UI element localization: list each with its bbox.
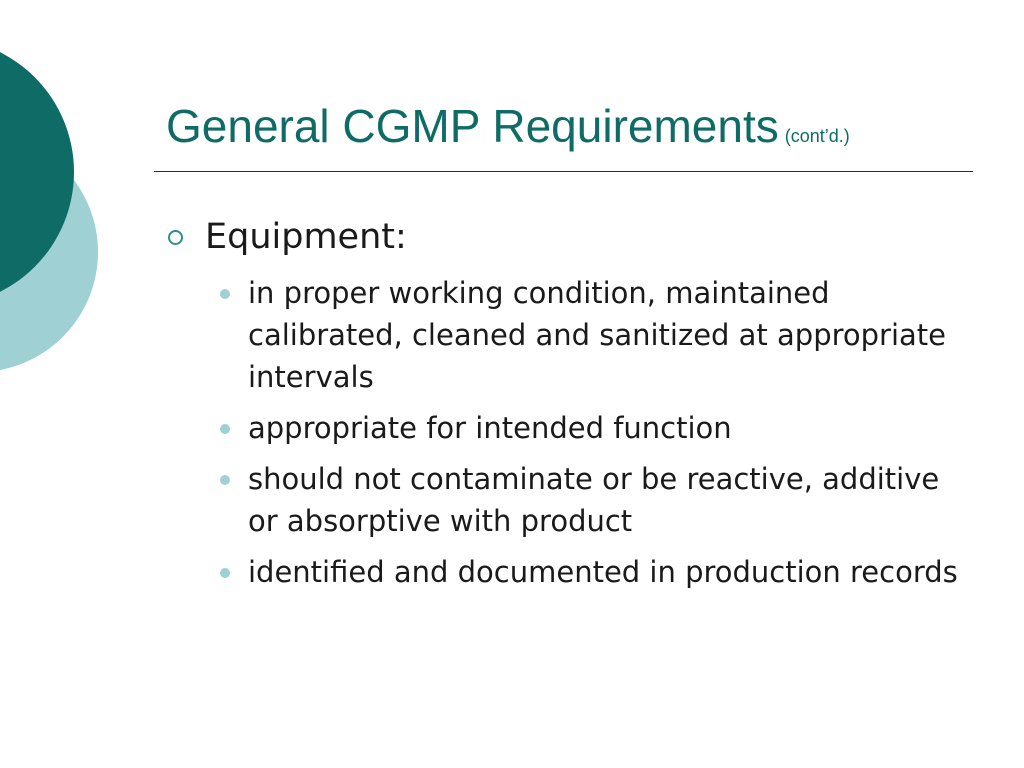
- list-item-text: appropriate for intended function: [248, 411, 732, 445]
- title-text: General CGMP Requirements: [166, 100, 779, 152]
- list-item-text: in proper working condition, maintained calibrated, cleaned and sanitized at appropriate intervals: [248, 276, 947, 394]
- dot-bullet-icon: [220, 289, 230, 299]
- dot-bullet-icon: [220, 424, 230, 434]
- list-item: [218, 458, 958, 542]
- decorative-circles: [0, 0, 120, 420]
- bullet-list: [218, 272, 958, 602]
- title-suffix: (cont’d.): [784, 126, 850, 146]
- section-label: Equipment:: [205, 217, 407, 257]
- list-item-text: identified and documented in production records: [248, 555, 958, 589]
- list-item-text: should not contaminate or be reactive, additive or absorptive with product: [248, 462, 940, 538]
- dot-bullet-icon: [220, 568, 230, 578]
- list-item: [218, 551, 958, 593]
- slide-title: [166, 98, 966, 154]
- dot-bullet-icon: [220, 475, 230, 485]
- list-item: [218, 272, 958, 398]
- title-divider: [154, 171, 973, 172]
- list-item: [218, 407, 958, 449]
- ring-bullet-icon: [168, 230, 183, 245]
- bullet-level1: [168, 214, 407, 260]
